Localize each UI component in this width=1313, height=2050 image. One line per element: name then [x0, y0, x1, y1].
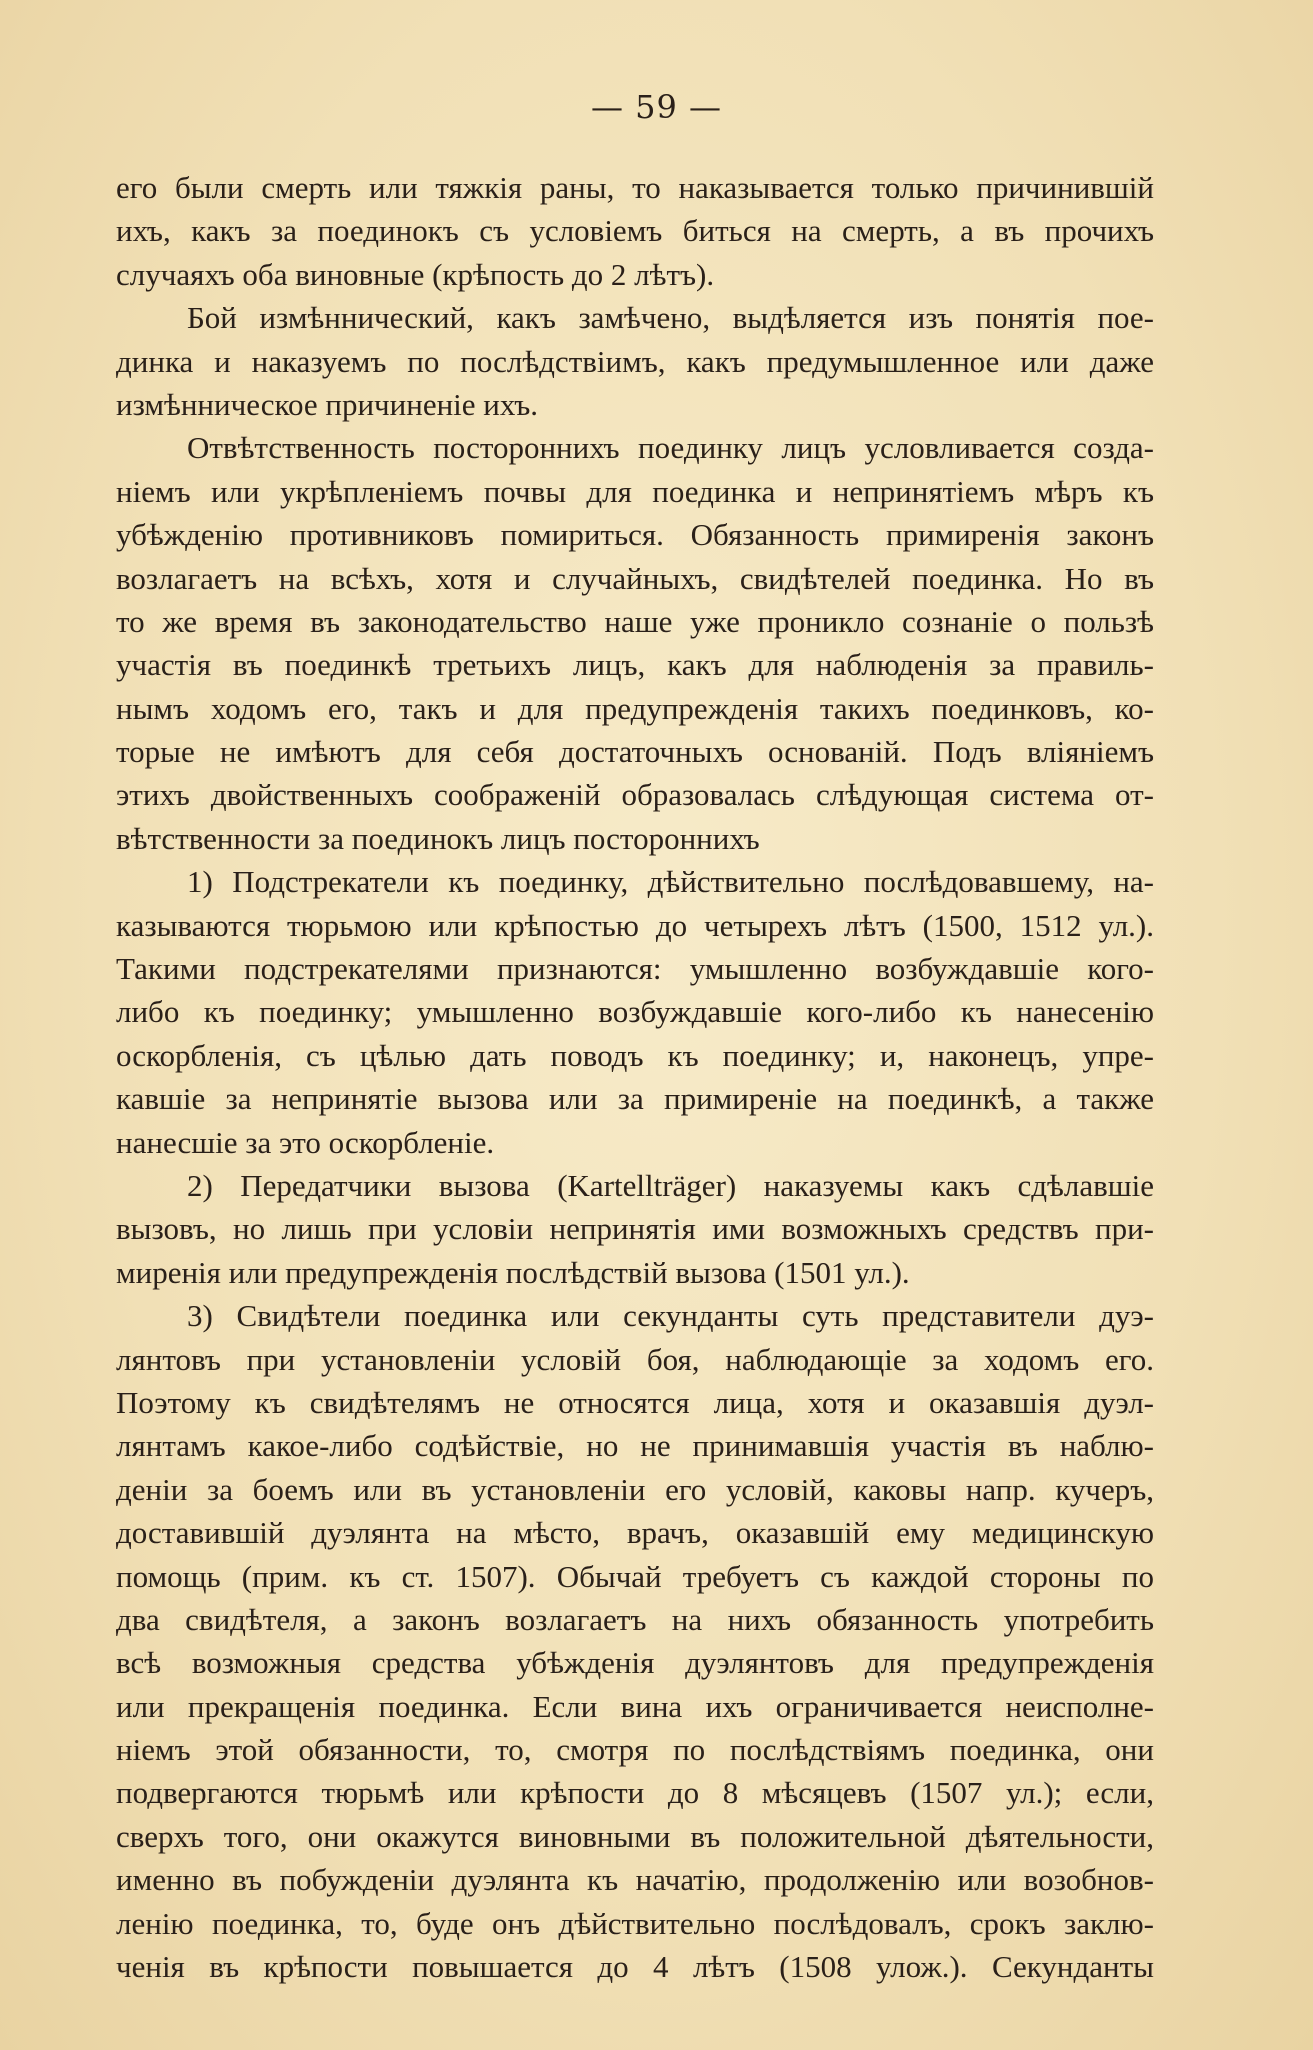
text-line: вызовъ, но лишь при условіи непринятія ими возможныхъ средствъ при-	[116, 1211, 1154, 1247]
paragraph-start-line: Бой измѣннический, какъ замѣчено, выдѣляется изъ понятія пое-	[187, 300, 1154, 336]
text-line: убѣжденію противниковъ помириться. Обязанность примиренія законъ	[116, 517, 1154, 553]
text-line: нанесшіе за это оскорбленіе.	[116, 1124, 495, 1160]
text-line: казываются тюрьмою или крѣпостью до четырехъ лѣтъ (1500, 1512 ул.).	[116, 907, 1154, 943]
text-line: доставившій дуэлянта на мѣсто, врачъ, оказавшій ему медицинскую	[116, 1515, 1154, 1551]
text-line: ихъ, какъ за поединокъ съ условіемъ биться на смерть, а въ прочихъ	[116, 213, 1154, 249]
text-line: ніемъ этой обязанности, то, смотря по послѣдствіямъ поединка, они	[116, 1732, 1154, 1768]
text-line: возлагаетъ на всѣхъ, хотя и случайныхъ, свидѣтелей поединка. Но въ	[116, 560, 1154, 596]
text-line: деніи за боемъ или въ установленіи его условій, каковы напр. кучеръ,	[116, 1471, 1154, 1507]
text-line: кавшіе за непринятіе вызова или за примиреніе на поединкѣ, а также	[116, 1081, 1154, 1117]
text-line: именно въ побужденіи дуэлянта къ начатію, продолженію или возобнов-	[116, 1862, 1154, 1898]
text-line: либо къ поединку; умышленно возбуждавшіе кого-либо къ нанесенію	[116, 994, 1154, 1030]
text-line: лянтамъ какое-либо содѣйствіе, но не принимавшія участія въ наблю-	[116, 1428, 1154, 1464]
text-line: случаяхъ оба виновные (крѣпость до 2 лѣтъ).	[116, 256, 715, 292]
text-line: Поэтому къ свидѣтелямъ не относятся лица, хотя и оказавшія дуэл-	[116, 1384, 1154, 1420]
text-line: подвергаются тюрьмѣ или крѣпости до 8 мѣсяцевъ (1507 ул.); если,	[116, 1775, 1154, 1811]
paragraph-start-line: Отвѣтственность постороннихъ поединку лицъ условливается созда-	[187, 430, 1154, 466]
text-line: этихъ двойственныхъ соображеній образовалась слѣдующая система от-	[116, 777, 1154, 813]
text-line: или прекращенія поединка. Если вина ихъ ограничивается неисполне-	[116, 1688, 1154, 1724]
text-line: вѣтственности за поединокъ лицъ постороннихъ	[116, 820, 760, 856]
paragraph-start-line: 3) Свидѣтели поединка или секунданты суть представители дуэ-	[187, 1298, 1154, 1334]
body-text	[116, 166, 1154, 1988]
text-line: измѣнническое причиненіе ихъ.	[116, 386, 538, 422]
text-line: ленію поединка, то, буде онъ дѣйствительно послѣдовалъ, срокъ заклю-	[116, 1905, 1154, 1941]
text-line: два свидѣтеля, а законъ возлагаетъ на нихъ обязанность употребить	[116, 1601, 1154, 1637]
text-line: миренія или предупрежденія послѣдствій вызова (1501 ул.).	[116, 1254, 910, 1290]
text-line: сверхъ того, они окажутся виновными въ положительной дѣятельности,	[116, 1818, 1154, 1854]
text-line: всѣ возможныя средства убѣжденія дуэлянтовъ для предупрежденія	[116, 1645, 1154, 1681]
text-line: ніемъ или укрѣпленіемъ почвы для поединка и непринятіемъ мѣръ къ	[116, 473, 1154, 509]
page-number: — 59 —	[590, 88, 723, 126]
text-line: оскорбленія, съ цѣлью дать поводъ къ поединку; и, наконецъ, упре-	[116, 1037, 1154, 1073]
text-line: торые не имѣютъ для себя достаточныхъ основаній. Подъ вліяніемъ	[116, 734, 1154, 770]
paragraph-start-line: 1) Подстрекатели къ поединку, дѣйствительно послѣдовавшему, на-	[187, 864, 1154, 900]
text-line: помощь (прим. къ ст. 1507). Обычай требуетъ съ каждой стороны по	[116, 1558, 1154, 1594]
text-line: лянтовъ при установленіи условій боя, наблюдающіе за ходомъ его.	[116, 1341, 1154, 1377]
text-line: участія въ поединкѣ третьихъ лицъ, какъ для наблюденія за правиль-	[116, 647, 1154, 683]
text-line: то же время въ законодательство наше уже проникло сознаніе о пользѣ	[116, 603, 1154, 639]
text-line: ченія въ крѣпости повышается до 4 лѣтъ (1508 улож.). Секунданты	[116, 1949, 1154, 1985]
text-line: динка и наказуемъ по послѣдствіимъ, какъ предумышленное или даже	[116, 343, 1154, 379]
text-line: его были смерть или тяжкія раны, то наказывается только причинившій	[116, 170, 1154, 205]
text-line: нымъ ходомъ его, такъ и для предупрежденія такихъ поединковъ, ко-	[116, 690, 1154, 726]
text-line: Такими подстрекателями признаются: умышленно возбуждавшіе кого-	[116, 951, 1154, 987]
paragraph-start-line: 2) Передатчики вызова (Kartellträger) наказуемы какъ сдѣлавшіе	[187, 1167, 1154, 1203]
